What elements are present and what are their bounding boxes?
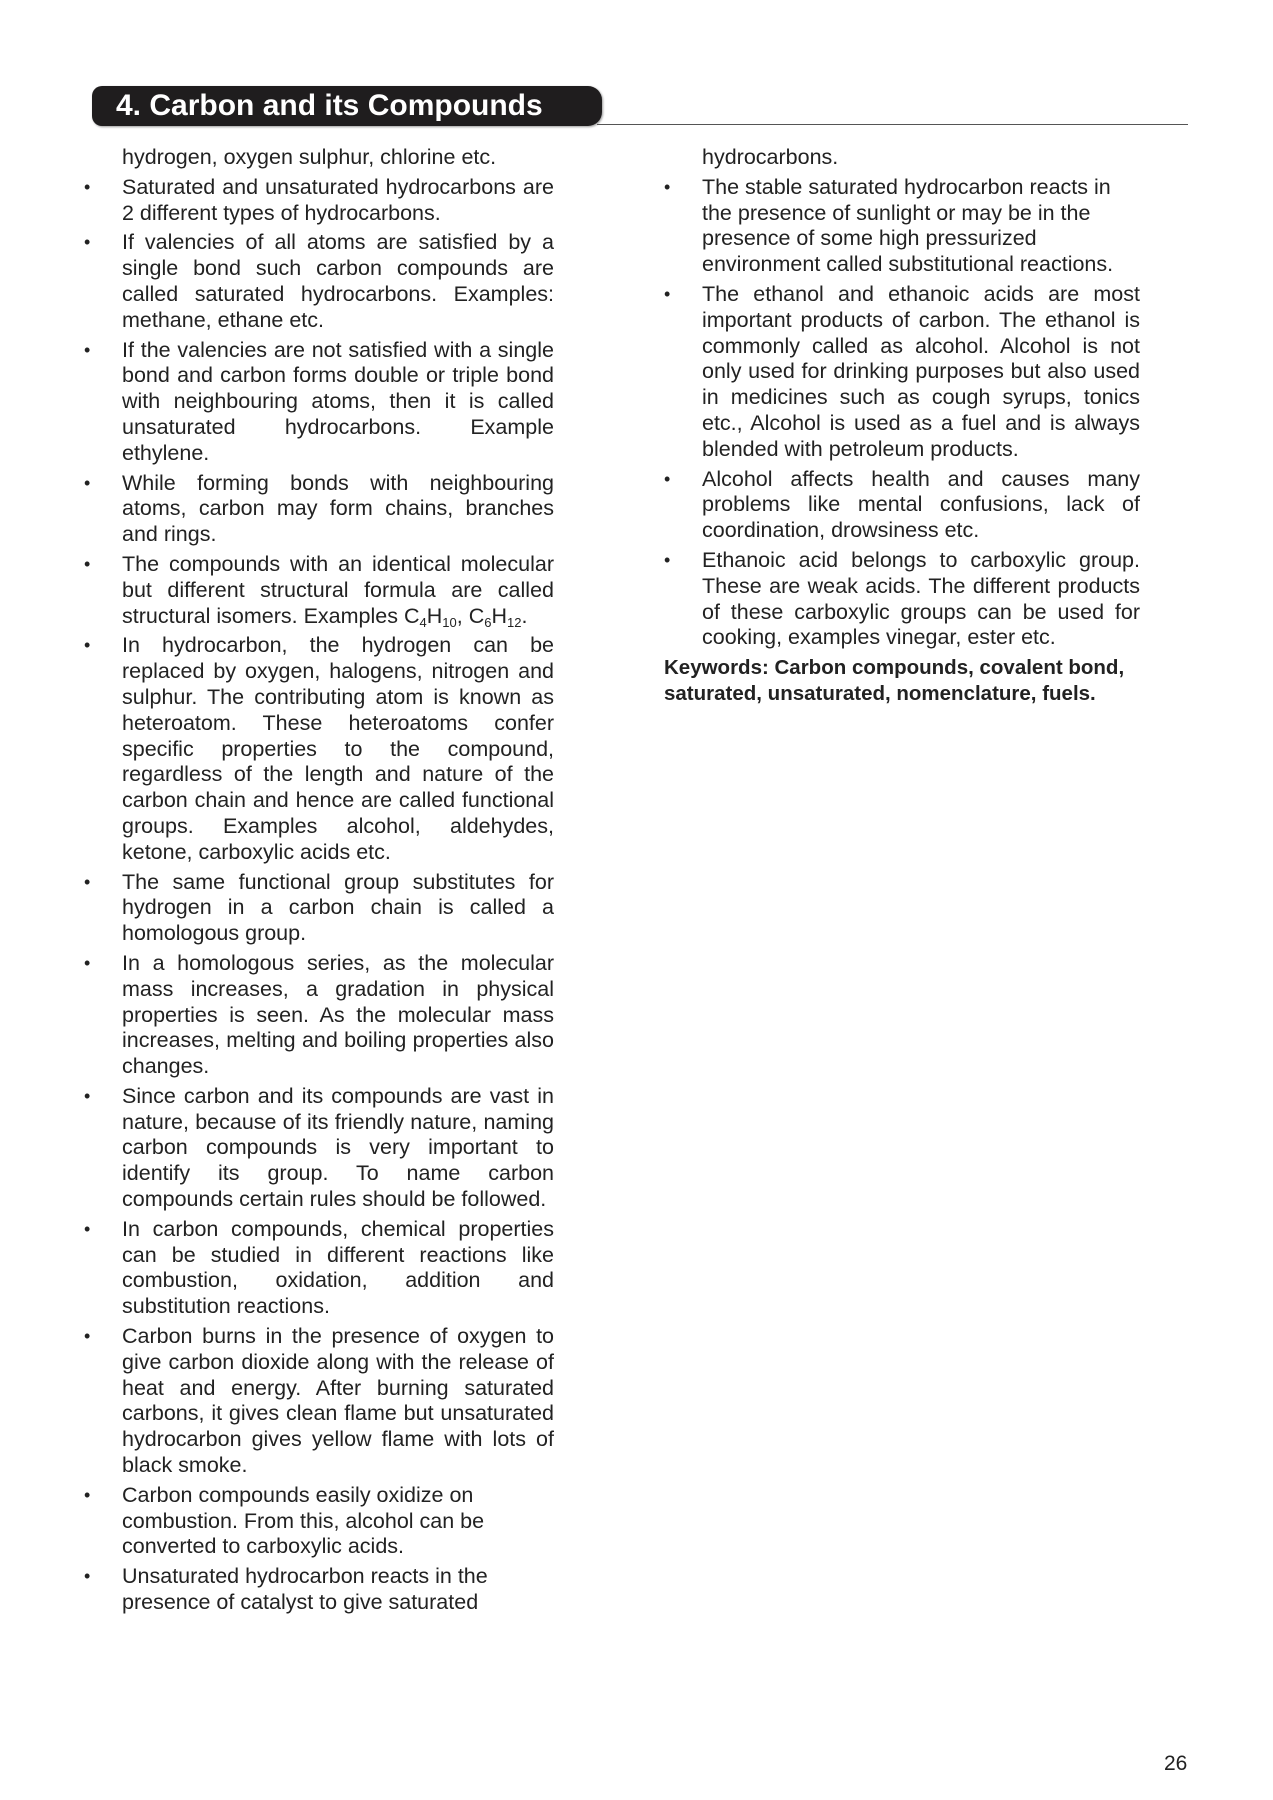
list-item: • Since carbon and its compounds are vast in nature, because of its friendly nature, naming carbon compounds is very important to identify its group. To name carbon compounds certain rules should be followed. — [84, 1084, 554, 1213]
keywords: Keywords: Carbon compounds, covalent bond, saturated, unsaturated, nomenclature, fuels. — [664, 656, 1125, 705]
list-item: • Ethanoic acid belongs to carboxylic group. These are weak acids. The different products of these carboxylic groups can be used for cooking, examples vinegar, ester etc. — [664, 548, 1140, 651]
list-item: • Saturated and unsaturated hydrocarbons are 2 different types of hydrocarbons. — [84, 175, 554, 227]
continuation-text: hydrocarbons. — [702, 145, 839, 169]
left-column — [84, 145, 554, 1620]
list-item: • Carbon compounds easily oxidize on combustion. From this, alcohol can be converted to carboxylic acids. — [84, 1483, 554, 1560]
list-item: • If the valencies are not satisfied with a single bond and carbon forms double or triple bond with neighbouring atoms, then it is called unsaturated hydrocarbons. Example ethylene. — [84, 338, 554, 467]
continuation-text: hydrogen, oxygen sulphur, chlorine etc. — [122, 145, 497, 169]
list-item: • The ethanol and ethanoic acids are most important products of carbon. The ethanol is commonly called as alcohol. Alcohol is not only used for drinking purposes but also used in medicines such as cough syrups, tonics etc., Alcohol is used as a fuel and is always blended with petroleum products. — [664, 282, 1140, 463]
chapter-title: 4. Carbon and its Compounds — [92, 86, 602, 126]
list-item: • Carbon burns in the presence of oxygen to give carbon dioxide along with the release of heat and energy. After burning saturated carbons, it gives clean flame but unsaturated hydrocarbon gives yellow flame with lots of black smoke. — [84, 1324, 554, 1479]
list-item-isomers — [84, 552, 554, 629]
formula: $C_4H_{10}$, $C_6H_{12}$. — [403, 603, 528, 630]
list-item: • The stable saturated hydrocarbon reacts in the presence of sunlight or may be in the presence of some high pressurized environment called substitutional reactions. — [664, 175, 1140, 278]
list-item-text: The compounds with an identical molecular but different structural formula are called structural isomers. Examples — [122, 551, 554, 628]
list-item: • If valencies of all atoms are satisfied by a single bond such carbon compounds are called saturated hydrocarbons. Examples: methane, ethane etc. — [84, 230, 554, 333]
list-item: • In hydrocarbon, the hydrogen can be replaced by oxygen, halogens, nitrogen and sulphur. The contributing atom is known as heteroatom. These heteroatoms confer specific properties to the compound, regardless of the length and nature of the carbon chain and hence are called functional groups. Examples alcohol, aldehydes, ketone, carboxylic acids etc. — [84, 633, 554, 865]
list-item: • The same functional group substitutes for hydrogen in a carbon chain is called a homologous group. — [84, 870, 554, 947]
header-divider — [597, 124, 1188, 125]
list-item: • While forming bonds with neighbouring atoms, carbon may form chains, branches and rings. — [84, 471, 554, 548]
right-column — [664, 145, 1140, 707]
list-item: • In carbon compounds, chemical properties can be studied in different reactions like combustion, oxidation, addition and substitution reactions. — [84, 1217, 554, 1320]
page-number: 26 — [1164, 1752, 1188, 1775]
list-item: • Unsaturated hydrocarbon reacts in the presence of catalyst to give saturated — [84, 1564, 554, 1616]
list-item: • Alcohol affects health and causes many problems like mental confusions, lack of coordination, drowsiness etc. — [664, 467, 1140, 544]
list-item: • In a homologous series, as the molecular mass increases, a gradation in physical properties is seen. As the molecular mass increases, melting and boiling properties also changes. — [84, 951, 554, 1080]
chapter-header — [92, 86, 1188, 126]
